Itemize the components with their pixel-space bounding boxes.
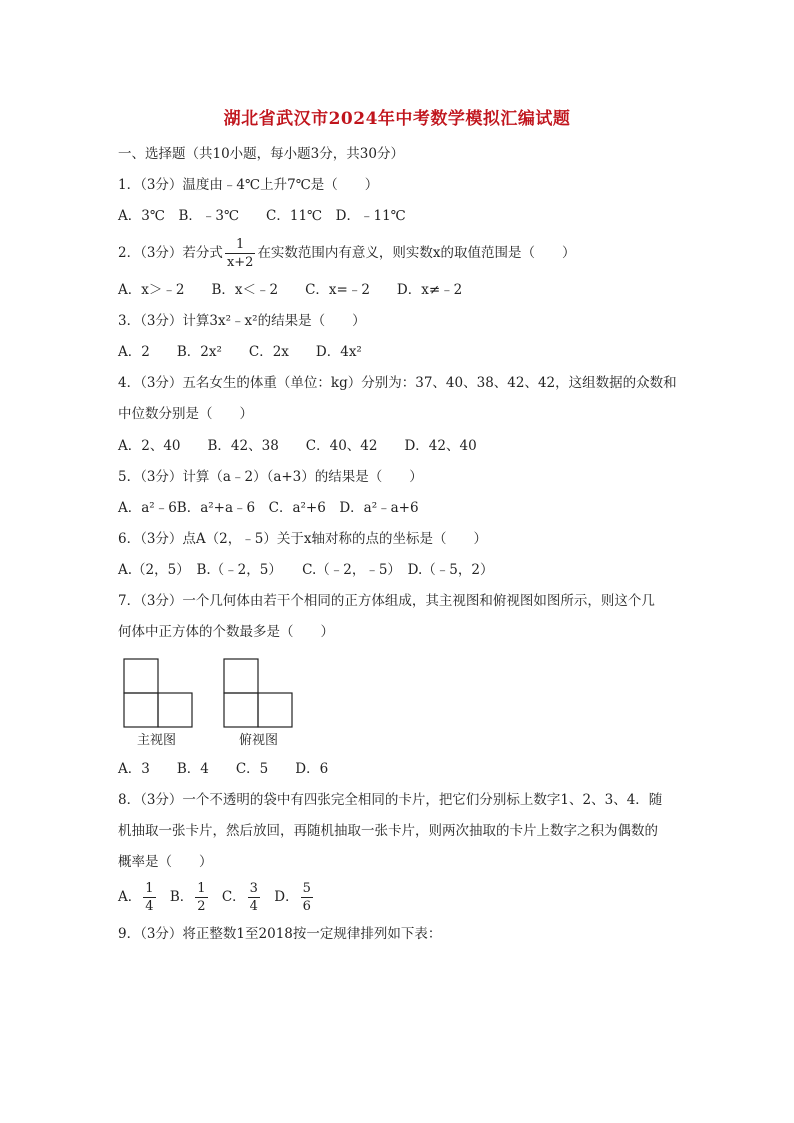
q8-option-d-label: D． [274,889,299,905]
q8-option-c-label: C． [221,889,246,905]
q8-options [118,880,698,914]
q3-options: A．2 B．2x² C．2x D．4x² [118,344,362,360]
q8-option-c-numerator: 3 [249,881,258,896]
q8-option-a-label: A． [118,889,142,905]
q7-front-view-label: 主视图 [137,733,177,748]
q8-option-d-fraction [301,882,313,913]
q6-options: A.（2，5） B.（﹣2，5） C.（﹣2，﹣5） D.（﹣5，2） [118,562,494,578]
q6-stem: 6．（3分）点A（2，﹣5）关于x轴对称的点的坐标是（ ） [118,531,487,547]
q8-option-a-fraction [143,882,155,913]
q7-front-view-figure [123,658,195,728]
q7-stem-line2: 何体中正方体的个数最多是（ ） [118,624,334,640]
q8-option-b [170,880,210,914]
q2-stem [118,238,698,269]
q7-top-view-figure [223,658,295,728]
q1-stem: 1．（3分）温度由﹣4℃上升7℃是（ ） [118,177,379,193]
top-view-square-bottom-right [258,693,292,727]
q2-stem-after: 在实数范围内有意义，则实数x的取值范围是（ ） [257,245,576,261]
q4-options: A．2、40 B．42、38 C．40、42 D．42、40 [118,438,477,454]
q8-option-b-denominator: 2 [197,899,206,914]
q8-option-d-numerator: 5 [302,881,311,896]
q2-fraction-numerator: 1 [225,238,256,254]
q8-option-d-denominator: 6 [302,899,311,914]
q8-option-d [274,880,315,914]
front-view-square-bottom-right [158,693,192,727]
q3-stem: 3．（3分）计算3x²﹣x²的结果是（ ） [118,313,366,329]
front-view-square-bottom-left [124,693,158,727]
q2-fraction [225,238,256,269]
top-view-square-bottom-left [224,693,258,727]
q8-option-b-fraction [195,882,207,913]
page-title: 湖北省武汉市2024年中考数学模拟汇编试题 [223,109,571,129]
q8-option-b-numerator: 1 [197,881,206,896]
q2-fraction-denominator: x+2 [226,255,254,270]
q7-options: A．3 B．4 C．5 D．6 [118,761,329,777]
q7-top-view-label: 俯视图 [239,733,279,748]
q8-stem-line3: 概率是（ ） [118,854,213,870]
front-view-square-top [124,659,158,693]
q8-option-c [222,880,262,914]
q8-option-a-numerator: 1 [145,881,154,896]
q4-stem-line2: 中位数分别是（ ） [118,406,253,422]
q2-options: A．x＞﹣2 B．x＜﹣2 C．x=﹣2 D．x≠﹣2 [118,282,463,298]
q8-option-b-label: B． [169,889,194,905]
q8-option-a-denominator: 4 [145,899,154,914]
q9-stem: 9．（3分）将正整数1至2018按一定规律排列如下表： [118,926,442,942]
q8-stem-line1: 8．（3分）一个不透明的袋中有四张完全相同的卡片，把它们分别标上数字1、2、3、4．随 [118,792,663,808]
q4-stem-line1: 4．（3分）五名女生的体重（单位：kg）分别为：37、40、38、42、42，这组数据的众数和 [118,375,677,391]
top-view-square-top [224,659,258,693]
q8-option-a [118,880,158,914]
section-heading: 一、选择题（共10小题，每小题3分，共30分） [118,146,404,162]
q8-stem-line2: 机抽取一张卡片，然后放回，再随机抽取一张卡片，则两次抽取的卡片上数字之积为偶数的 [118,823,658,839]
q5-stem: 5．（3分）计算（a﹣2）（a+3）的结果是（ ） [118,469,423,485]
q8-option-c-fraction [248,882,260,913]
q8-option-c-denominator: 4 [249,899,258,914]
q5-options: A．a²﹣6B．a²+a﹣6 C．a²+6 D．a²﹣a+6 [118,500,419,516]
q7-stem-line1: 7．（3分）一个几何体由若干个相同的正方体组成，其主视图和俯视图如图所示，则这个几 [118,593,655,609]
q2-stem-before: 2．（3分）若分式 [118,245,223,261]
q1-options: A．3℃ B．﹣3℃ C．11℃ D．﹣11℃ [118,208,406,224]
